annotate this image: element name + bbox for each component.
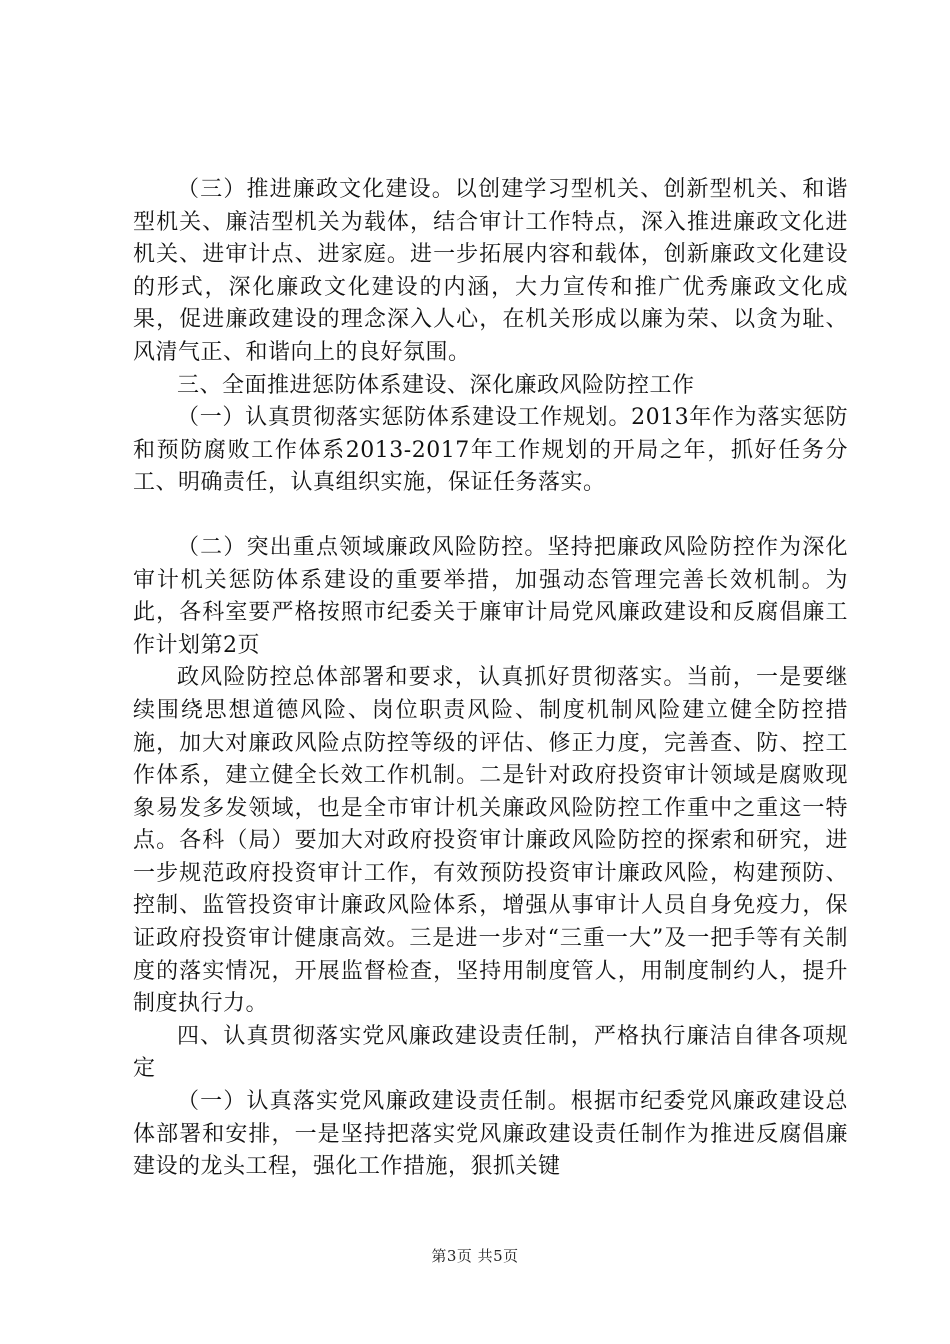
section-heading-three: 三、全面推进惩防体系建设、深化廉政风险防控工作 [177, 372, 695, 398]
page-number: 第3页 共5页 [431, 1247, 519, 1265]
section-heading-four: 四、认真贯彻落实党风廉政建设责任制，严格执行廉洁自律各项规定 [133, 1023, 848, 1082]
paragraph-responsibility-system: （一）认真落实党风廉政建设责任制。根据市纪委党风廉政建设总体部署和安排，一是坚持把落实党风廉政建设责任制作为推进反腐倡廉建设的龙头工程，强化工作措施，狠抓关键 [133, 1089, 848, 1180]
document-body [133, 174, 848, 1184]
paragraph-plan-implementation: （一）认真贯彻落实惩防体系建设工作规划。2013年作为落实惩防和预防腐败工作体系2013-2017年工作规划的开局之年，抓好任务分工、明确责任，认真组织实施，保证任务落实。 [133, 405, 848, 496]
paragraph-culture-building: （三）推进廉政文化建设。以创建学习型机关、创新型机关、和谐型机关、廉洁型机关为载体，结合审计工作特点，深入推进廉政文化进机关、进审计点、进家庭。进一步拓展内容和载体，创新廉政文化建设的形式，深化廉政文化建设的内涵，大力宣传和推广优秀廉政文化成果，促进廉政建设的理念深入人心，在机关形成以廉为荣、以贪为耻、风清气正、和谐向上的良好氛围。 [133, 177, 848, 365]
paragraph-risk-control: （二）突出重点领域廉政风险防控。坚持把廉政风险防控作为深化审计机关惩防体系建设的重要举措，加强动态管理完善长效机制。为此，各科室要严格按照市纪委关于廉审计局党风廉政建设和反腐倡廉工作计划第2页 [133, 534, 848, 658]
paragraph-risk-deployment: 政风险防控总体部署和要求，认真抓好贯彻落实。当前，一是要继续围绕思想道德风险、岗位职责风险、制度机制风险建立健全防控措施，加大对廉政风险点防控等级的评估、修正力度，完善查、防、控工作体系，建立健全长效工作机制。二是针对政府投资审计领域是腐败现象易发多发领域，也是全市审计机关廉政风险防控工作重中之重这一特点。各科（局）要加大对政府投资审计廉政风险防控的探索和研究，进一步规范政府投资审计工作，有效预防投资审计廉政风险，构建预防、控制、监管投资审计廉政风险体系，增强从事审计人员自身免疫力，保证政府投资审计健康高效。三是进一步对“三重一大”及一把手等有关制度的落实情况，开展监督检查，坚持用制度管人，用制度制约人，提升制度执行力。 [133, 665, 848, 1017]
